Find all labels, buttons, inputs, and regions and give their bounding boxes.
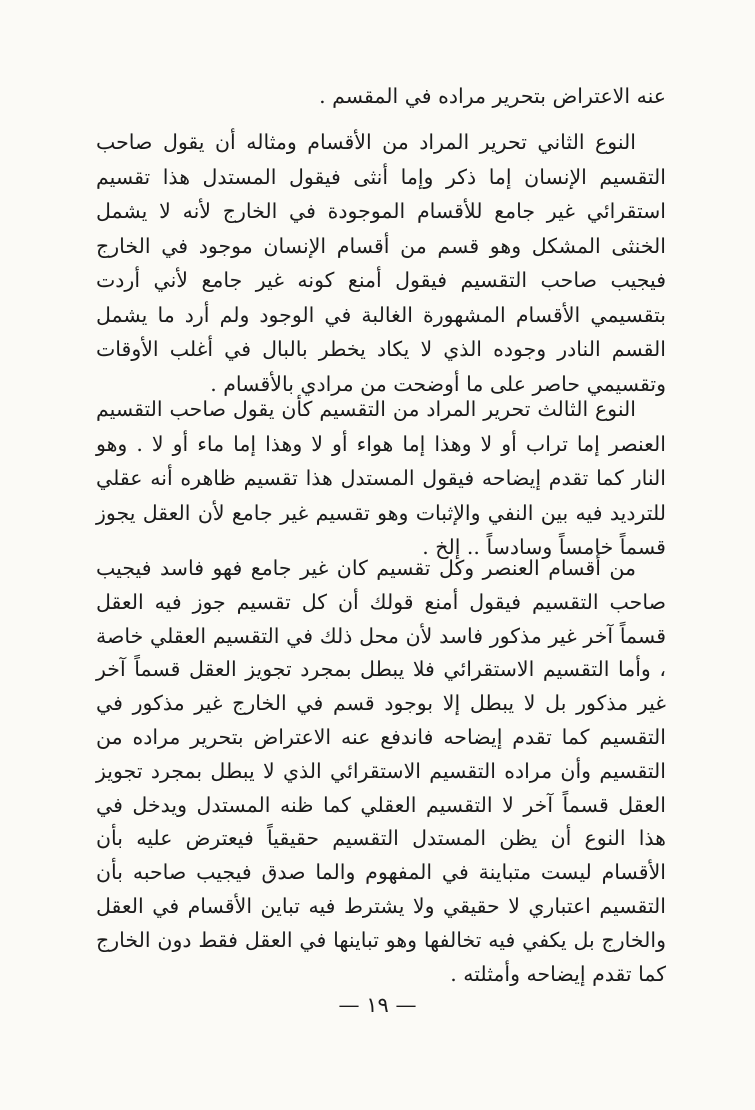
continuation-line	[96, 79, 666, 114]
paragraph-text: من أقسام العنصر وكل تقسيم كان غير جامع فهو فاسد فيجيب صاحب التقسيم فيقول أمنع قولك أن كل تقسيم جوز فيه العقل قسماً آخر غير مذكور فاسد لأن محل ذلك في التقسيم العقلي خاصة ، وأما التقسيم الاستقرائي فلا يبطل بمجرد تجويز العقل قسماً آخر غير مذكور بل لا يبطل إلا بوجود قسم في الخارج غير مذكور في التقسيم كما تقدم إيضاحه فاندفع عنه الاعتراض بتحرير مراده من التقسيم وأن مراده التقسيم الاستقرائي الذي لا يبطل بمجرد تجويز العقل قسماً آخر لا التقسيم العقلي كما ظنه المستدل ويدخل في هذا النوع أن يظن المستدل التقسيم حقيقياً فيعترض عليه بأن الأقسام ليست متباينة في المفهوم والما صدق فيجيب صاحبه بأن التقسيم اعتباري لا حقيقي ولا يشترط فيه تباين الأقسام في العقل والخارج بل يكفي فيه تخالفها وهو تباينها في العقل فقط دون الخارج كما تقدم إيضاحه وأمثلته .	[96, 556, 666, 986]
paragraph-type-two	[96, 125, 666, 401]
continuation-line-text: عنه الاعتراض بتحرير مراده في المقسم .	[319, 84, 666, 108]
page-number: — ١٩ —	[338, 993, 417, 1017]
paragraph-text: النوع الثاني تحرير المراد من الأقسام ومثاله أن يقول صاحب التقسيم الإنسان إما ذكر وإما أنثى فيقول المستدل هذا تقسيم استقرائي غير جامع للأقسام الموجودة في الخارج لأنه لا يشمل الخنثى المشكل وهو قسم من أقسام الإنسان موجود في الخارج فيجيب صاحب التقسيم فيقول أمنع كونه غير جامع لأني أردت بتقسيمي الأقسام المشهورة الغالبة في الوجود ولم أرد ما يشمل القسم النادر وجوده الذي لا يكاد يخطر بالبال في أغلب الأوقات وتقسيمي حاصر على ما أوضحت من مرادي بالأقسام .	[96, 130, 666, 396]
paragraph-type-three	[96, 392, 666, 565]
paragraph-footnote	[96, 552, 666, 991]
paragraph-text: النوع الثالث تحرير المراد من التقسيم كأن يقول صاحب التقسيم العنصر إما تراب أو لا وهذا إما هواء أو لا وهذا إما ماء أو لا . وهو النار كما تقدم إيضاحه فيقول المستدل هذا تقسيم ظاهره أنه عقلي للترديد فيه بين النفي والإثبات وهو تقسيم غير جامع لأن العقل يجوز قسماً خامساً وسادساً .. إلخ .	[96, 397, 666, 559]
